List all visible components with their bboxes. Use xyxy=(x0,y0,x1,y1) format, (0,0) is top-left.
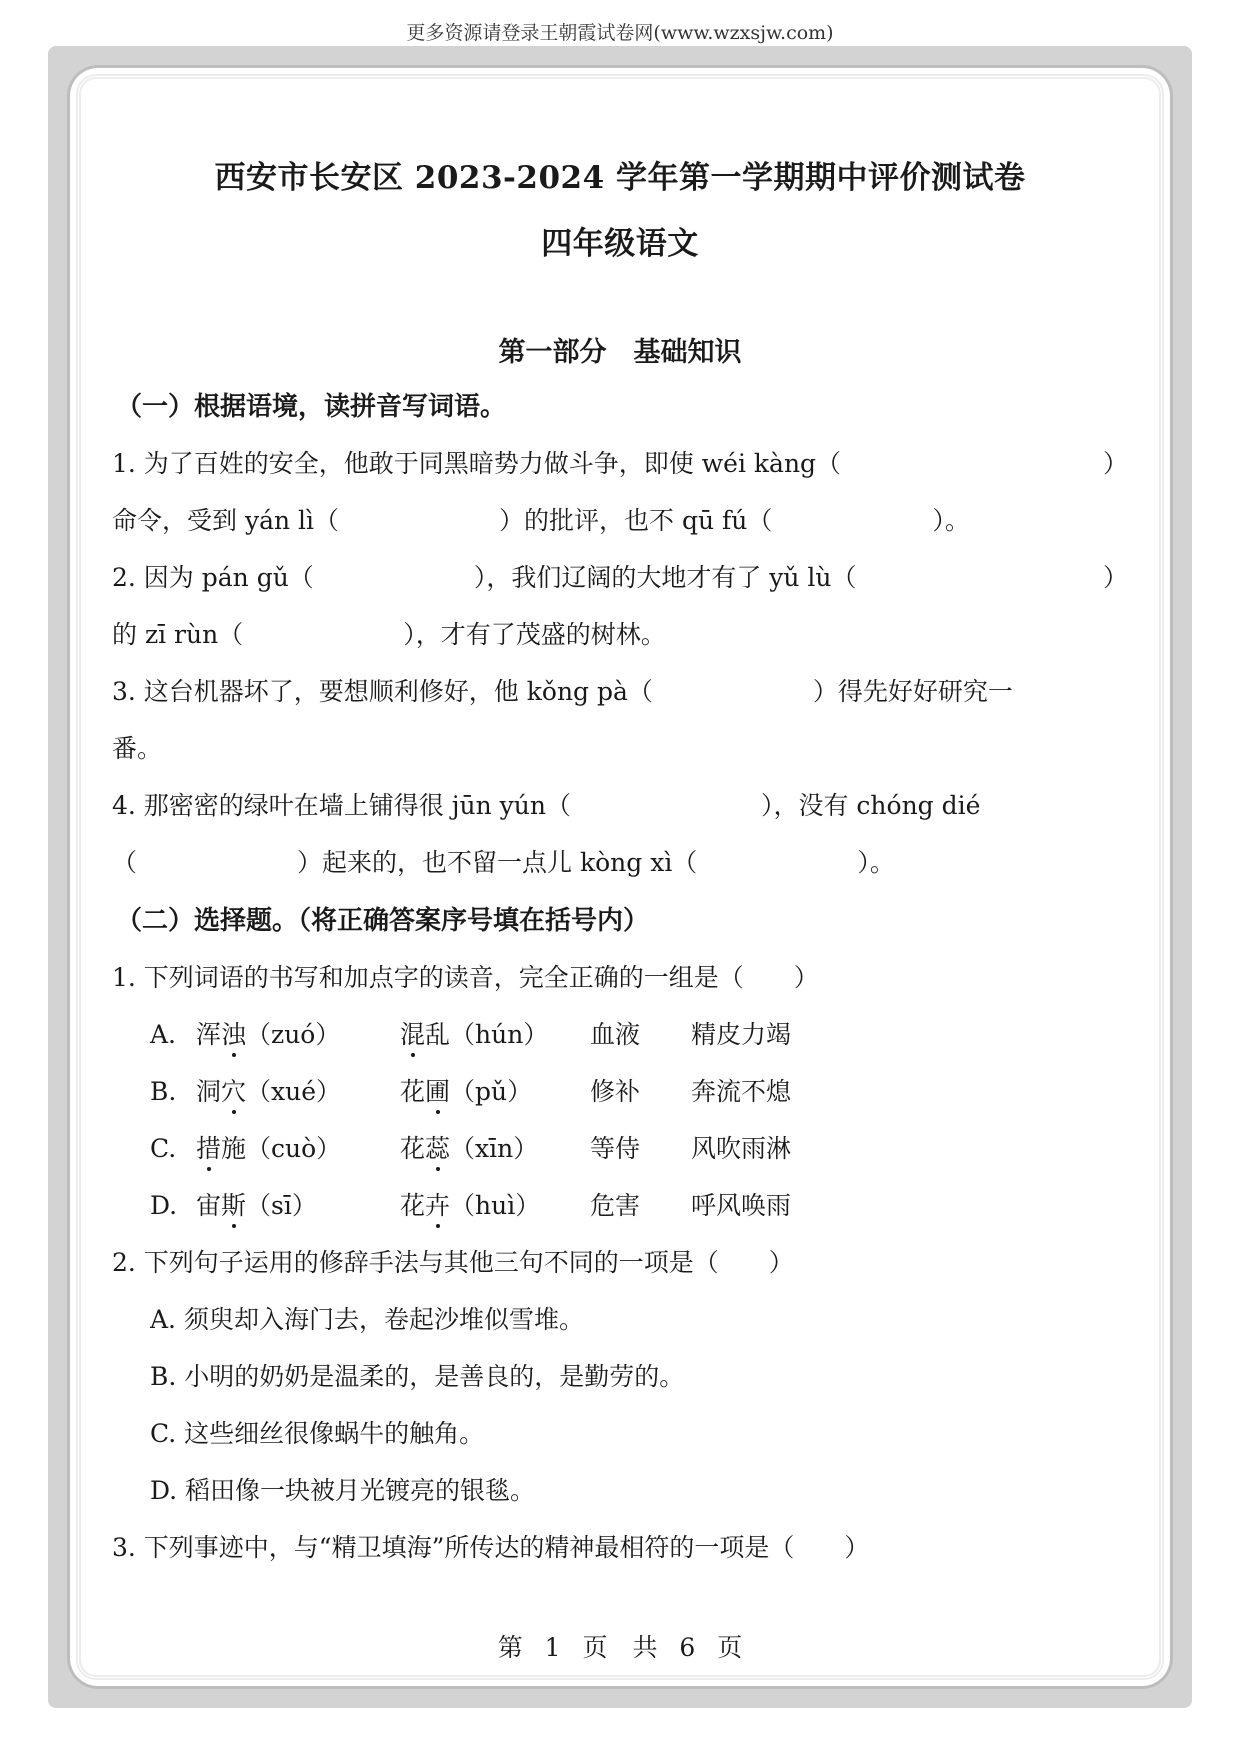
part-title: 第一部分 基础知识 xyxy=(498,337,742,368)
question-1-3-line-1 xyxy=(112,672,1128,708)
question-text: 1. 为了百姓的安全，他敢于同黑暗势力做斗争，即使 wéi kàng（ xyxy=(112,449,842,478)
pinyin: （pǔ） xyxy=(450,1077,533,1106)
word-char: 宙 xyxy=(196,1191,222,1220)
question-text: 4. 那密密的绿叶在墙上铺得很 jūn yún（ xyxy=(112,791,571,820)
question-text: ） xyxy=(1102,449,1128,478)
question-1-2-line-1 xyxy=(112,558,1128,594)
question-text: 2. 因为 pán gǔ（ xyxy=(112,563,314,592)
word-char: 花 xyxy=(400,1077,426,1106)
question-2-2: 2. 下列句子运用的修辞手法与其他三句不同的一项是（ ） xyxy=(112,1248,794,1277)
pinyin: （xīn） xyxy=(450,1134,539,1163)
word-char: 花 xyxy=(400,1134,426,1163)
pinyin: （sī） xyxy=(246,1191,317,1220)
dotted-char: 圃 xyxy=(425,1077,451,1106)
option-label: A. xyxy=(150,1020,177,1049)
dotted-char: 蕊 xyxy=(425,1134,451,1163)
section-1-heading: （一）根据语境，读拼音写词语。 xyxy=(116,392,507,422)
word-char: 洞 xyxy=(196,1077,222,1106)
option-b[interactable]: B. 小明的奶奶是温柔的，是善良的，是勤劳的。 xyxy=(150,1362,685,1391)
idiom: 呼风唤雨 xyxy=(691,1191,792,1220)
question-text: （ xyxy=(112,848,138,877)
question-1-1-line-2 xyxy=(112,501,970,537)
question-text: ）。 xyxy=(857,848,895,877)
pinyin: （zuó） xyxy=(246,1020,341,1049)
word: 等侍 xyxy=(590,1134,641,1163)
dotted-char: 浊 xyxy=(221,1020,247,1049)
pinyin: （xué） xyxy=(246,1077,342,1106)
question-text: ）起来的，也不留一点儿 kòng xì（ xyxy=(297,848,698,877)
option-c[interactable]: C. 这些细丝很像蜗牛的触角。 xyxy=(150,1419,485,1448)
question-1-2-line-2 xyxy=(112,615,666,651)
question-text: ） xyxy=(1102,563,1128,592)
exam-title: 西安市长安区 2023-2024 学年第一学期期中评价测试卷 xyxy=(214,160,1026,196)
option-b[interactable] xyxy=(150,1072,791,1108)
dotted-char: 穴 xyxy=(221,1077,247,1106)
word-char: 施 xyxy=(221,1134,247,1163)
option-a[interactable]: A. 须臾却入海门去，卷起沙堆似雪堆。 xyxy=(150,1305,584,1334)
idiom: 风吹雨淋 xyxy=(691,1134,792,1163)
question-text: ）得先好好研究一 xyxy=(812,677,1013,706)
question-2-1: 1. 下列词语的书写和加点字的读音，完全正确的一组是（ ） xyxy=(112,963,819,992)
question-text: ）。 xyxy=(932,506,970,535)
section-2-heading: （二）选择题。（将正确答案序号填在括号内） xyxy=(116,906,650,936)
pinyin: （hún） xyxy=(450,1020,549,1049)
option-d[interactable] xyxy=(150,1186,791,1222)
idiom: 奔流不熄 xyxy=(691,1077,792,1106)
question-1-1-line-1 xyxy=(112,444,1128,480)
source-watermark: 更多资源请登录王朝霞试卷网(www.wzxsjw.com) xyxy=(406,22,834,44)
word: 血液 xyxy=(590,1020,641,1049)
question-text: ），才有了茂盛的树林。 xyxy=(403,620,666,649)
option-a[interactable] xyxy=(150,1015,791,1051)
dotted-char: 混 xyxy=(400,1020,426,1049)
dotted-char: 斯 xyxy=(221,1191,247,1220)
idiom: 精皮力竭 xyxy=(691,1020,792,1049)
question-text: ），我们辽阔的大地才有了 yǔ lù（ xyxy=(473,563,857,592)
option-label: B. xyxy=(150,1077,177,1106)
question-text: 3. 这台机器坏了，要想顺利修好，他 kǒng pà（ xyxy=(112,677,653,706)
question-1-4-line-1 xyxy=(112,786,1128,822)
question-1-4-line-2 xyxy=(112,843,895,879)
question-text: ）的批评，也不 qū fú（ xyxy=(499,506,773,535)
question-1-3-line-2: 番。 xyxy=(112,734,163,763)
dotted-char: 卉 xyxy=(425,1191,451,1220)
pinyin: （huì） xyxy=(450,1191,541,1220)
option-label: C. xyxy=(150,1134,177,1163)
page-number: 第 1 页 共 6 页 xyxy=(497,1633,743,1662)
word-char: 乱 xyxy=(425,1020,451,1049)
option-d[interactable]: D. 稻田像一块被月光镀亮的银毯。 xyxy=(150,1476,536,1505)
word-char: 花 xyxy=(400,1191,426,1220)
option-c[interactable] xyxy=(150,1129,791,1165)
word-char: 浑 xyxy=(196,1020,222,1049)
option-label: D. xyxy=(150,1191,178,1220)
dotted-char: 措 xyxy=(196,1134,222,1163)
pinyin: （cuò） xyxy=(246,1134,342,1163)
exam-subtitle: 四年级语文 xyxy=(541,226,699,262)
word: 修补 xyxy=(590,1077,641,1106)
question-text: 的 zī rùn（ xyxy=(112,620,244,649)
question-text: 命令，受到 yán lì（ xyxy=(112,506,340,535)
word: 危害 xyxy=(590,1191,641,1220)
question-2-3: 3. 下列事迹中，与“精卫填海”所传达的精神最相符的一项是（ ） xyxy=(112,1533,870,1562)
question-text: ），没有 chóng dié xyxy=(760,791,981,820)
